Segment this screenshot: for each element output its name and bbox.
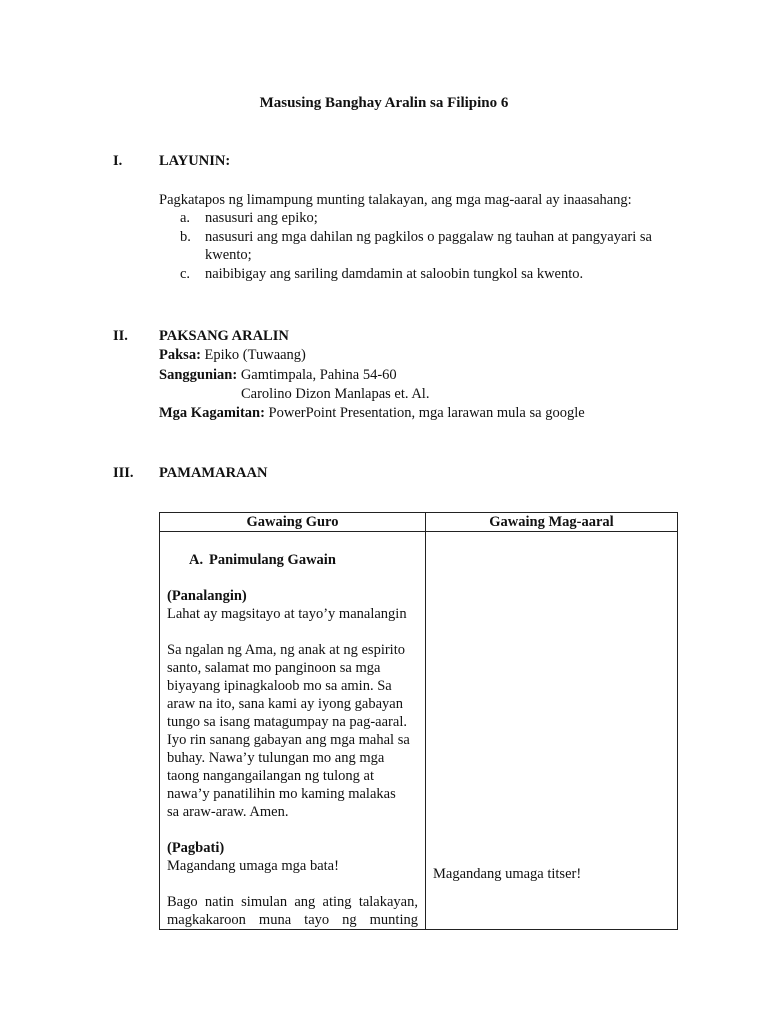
section-heading-paksang-aralin: PAKSANG ARALIN [159, 328, 289, 344]
subsection-label: Panimulang Gawain [209, 552, 336, 568]
closing-line: Bago natin simulan ang ating talakayan, [167, 894, 418, 910]
table-header-row [160, 513, 678, 532]
list-item-text: nasusuri ang mga dahilan ng pagkilos o paggalaw ng tauhan at pangyayari sa kwento; [205, 229, 652, 263]
subsection-letter: A. [189, 552, 204, 568]
panalangin-instruction: Lahat ay magsitayo at tayo’y manalangin [167, 606, 407, 622]
kagamitan-label: Mga Kagamitan: [159, 405, 265, 421]
lesson-plan-table [159, 512, 678, 930]
prayer-line: araw na ito, sana kami ay iyong gabayan [167, 696, 403, 712]
closing-line: magkakaroon muna tayo ng munting [167, 912, 418, 928]
teacher-cell [160, 532, 426, 930]
prayer-line: taong nangangailangan ng tulong at [167, 768, 374, 784]
column-header-guro: Gawaing Guro [160, 513, 426, 532]
subsection-title [167, 551, 418, 569]
student-cell [426, 532, 678, 930]
student-response: Magandang umaga titser! [433, 866, 582, 882]
section-heading-layunin: LAYUNIN: [159, 153, 231, 169]
list-marker: c. [180, 266, 191, 282]
list-item-text: naibibigay ang sariling damdamin at saloobin tungkol sa kwento. [205, 266, 584, 282]
section-heading-pamamaraan: PAMAMARAAN [159, 465, 268, 481]
prayer-line: biyayang ipinagkaloob mo sa amin. Sa [167, 678, 392, 694]
pagbati-label: (Pagbati) [167, 840, 225, 856]
list-marker: b. [180, 229, 191, 245]
prayer-line: santo, salamat mo panginoon sa mga [167, 660, 381, 676]
objectives-list [180, 209, 680, 284]
sanggunian-label: Sanggunian: [159, 367, 238, 383]
student-cell-spacer [433, 532, 670, 865]
kagamitan-line [159, 404, 585, 422]
objectives-intro: Pagkatapos ng limampung munting talakayan, ang mga mag-aaral ay inaasahang: [159, 192, 632, 208]
prayer-line: Iyo rin sanang gabayan ang mga mahal sa [167, 732, 410, 748]
prayer-line: Sa ngalan ng Ama, ng anak at ng espirito [167, 642, 405, 658]
sanggunian-value-2: Carolino Dizon Manlapas et. Al. [241, 386, 430, 402]
list-item [180, 265, 680, 283]
closing-text [167, 893, 418, 929]
list-item [180, 209, 680, 227]
sanggunian-value: Gamtimpala, Pahina 54-60 [237, 367, 397, 383]
section-number-3: III. [113, 465, 134, 481]
prayer-line: sa araw-araw. Amen. [167, 804, 289, 820]
paksa-value: Epiko (Tuwaang) [200, 347, 306, 363]
kagamitan-value: PowerPoint Presentation, mga larawan mula sa google [264, 405, 585, 421]
pagbati-line: Magandang umaga mga bata! [167, 858, 339, 874]
prayer-line: nawa’y panatilihin mo kaming malakas [167, 786, 396, 802]
prayer-line: tungo sa isang matagumpay na pag-aaral. [167, 714, 407, 730]
section-number-2: II. [113, 328, 128, 344]
column-header-mag-aaral: Gawaing Mag-aaral [426, 513, 678, 532]
prayer-line: buhay. Nawa’y tulungan mo ang mga [167, 750, 385, 766]
table-row [160, 532, 678, 930]
list-item [180, 228, 680, 264]
list-item-text: nasusuri ang epiko; [205, 210, 318, 226]
document-title: Masusing Banghay Aralin sa Filipino 6 [259, 95, 509, 111]
list-marker: a. [180, 210, 191, 226]
sanggunian-line [159, 366, 397, 384]
panalangin-label: (Panalangin) [167, 588, 247, 604]
section-number-1: I. [113, 153, 123, 169]
paksa-label: Paksa: [159, 347, 201, 363]
prayer-text [167, 641, 418, 821]
paksa-line [159, 346, 306, 364]
